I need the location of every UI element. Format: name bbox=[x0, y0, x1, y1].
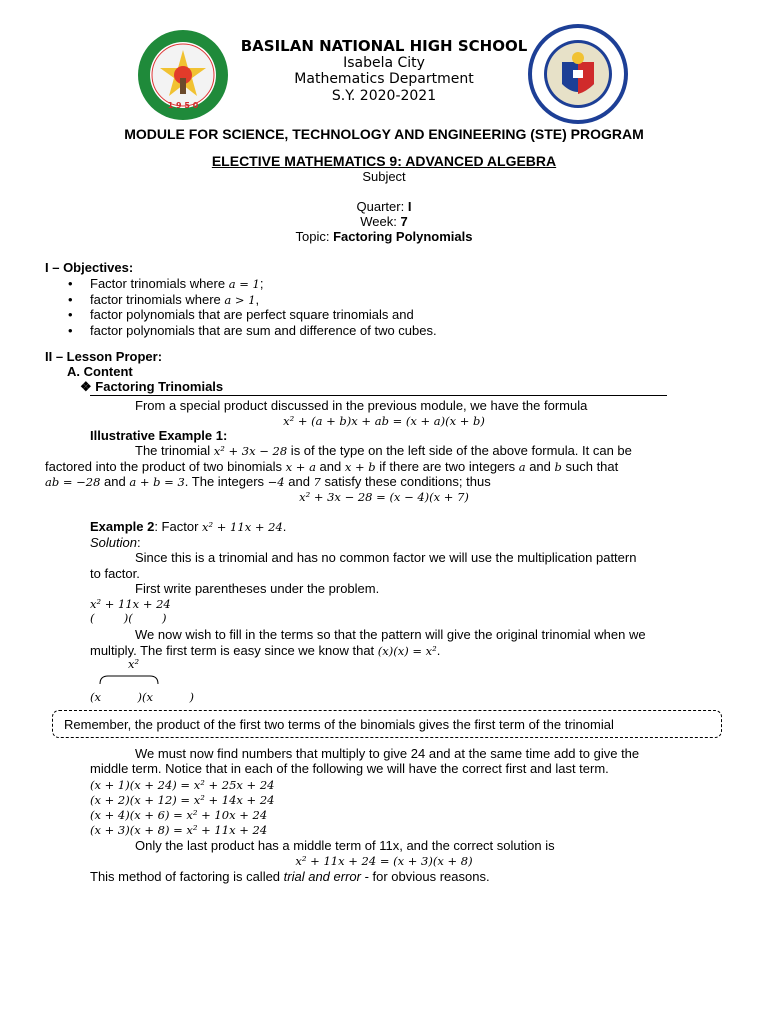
brace-label: x² bbox=[128, 657, 140, 671]
solution-line6: We must now find numbers that multiply to give 24 and at the same time add to give the bbox=[135, 746, 640, 761]
school-city: Isabela City bbox=[343, 55, 425, 71]
subject-label: Subject bbox=[362, 169, 406, 184]
brace-icon bbox=[98, 672, 160, 686]
lesson-heading: II – Lesson Proper: bbox=[45, 349, 163, 364]
example1-result: x² + 3x − 28 = (x − 4)(x + 7) bbox=[299, 490, 469, 504]
objective-item: • factor trinomials where a > 1, bbox=[90, 292, 259, 308]
solution-line8: Only the last product has a middle term of 11x, and the correct solution is bbox=[135, 838, 555, 853]
reminder-text: Remember, the product of the first two terms of the binomials gives the first term of the trinomial bbox=[64, 717, 614, 732]
subject-title: ELECTIVE MATHEMATICS 9: ADVANCED ALGEBRA bbox=[211, 153, 557, 169]
solution-line2: to factor. bbox=[90, 566, 140, 581]
example1-line2: factored into the product of two binomials x + a and x + b if there are two integers a and b such that bbox=[45, 459, 619, 474]
formula: x² + (a + b)x + ab = (x + a)(x + b) bbox=[283, 414, 485, 428]
trial-row: (x + 1)(x + 24) = x² + 25x + 24 bbox=[90, 778, 275, 792]
module-title: MODULE FOR SCIENCE, TECHNOLOGY AND ENGINEERING (STE) PROGRAM bbox=[124, 126, 644, 142]
school-year: S.Y. 2020-2021 bbox=[331, 88, 437, 104]
objective-item: • factor polynomials that are perfect square trinomials and bbox=[90, 307, 414, 322]
solution-line5: multiply. The first term is easy since we know that (x)(x) = x². bbox=[90, 643, 441, 658]
solution-line1: Since this is a trinomial and has no common factor we will use the multiplication pattern bbox=[135, 550, 637, 565]
trial-row: (x + 2)(x + 12) = x² + 14x + 24 bbox=[90, 793, 275, 807]
solution-line3: First write parentheses under the problem. bbox=[135, 581, 380, 596]
week-line: Week: 7 bbox=[360, 214, 408, 229]
empty-parentheses: ( )( ) bbox=[90, 611, 167, 625]
partial-parentheses: (x )(x ) bbox=[90, 690, 195, 704]
trial-row: (x + 3)(x + 8) = x² + 11x + 24 bbox=[90, 823, 268, 837]
example1-line1: The trinomial x² + 3x − 28 is of the type on the left side of the above formula. It can be bbox=[135, 443, 632, 458]
problem-expression: x² + 11x + 24 bbox=[90, 597, 171, 611]
solution-line4: We now wish to fill in the terms so that the pattern will give the original trinomial when we bbox=[135, 627, 646, 642]
objectives-heading: I – Objectives: bbox=[45, 260, 134, 275]
svg-text:1 9 5 0: 1 9 5 0 bbox=[167, 101, 199, 110]
department-name: Mathematics Department bbox=[294, 71, 474, 87]
solution-line7: middle term. Notice that in each of the following we will have the correct first and last term. bbox=[90, 761, 609, 776]
example1-line3: ab = −28 and a + b = 3. The integers −4 and 7 satisfy these conditions; thus bbox=[45, 474, 491, 489]
section-title: ❖ Factoring Trinomials bbox=[80, 379, 224, 394]
intro-text: From a special product discussed in the previous module, we have the formula bbox=[135, 398, 588, 413]
final-solution: x² + 11x + 24 = (x + 3)(x + 8) bbox=[295, 854, 473, 868]
solution-line9: This method of factoring is called trial and error - for obvious reasons. bbox=[90, 869, 490, 884]
school-name: BASILAN NATIONAL HIGH SCHOOL bbox=[240, 37, 528, 55]
example2-heading: Example 2: Factor x² + 11x + 24. bbox=[90, 519, 287, 534]
trial-row: (x + 4)(x + 6) = x² + 10x + 24 bbox=[90, 808, 268, 822]
objective-item: • Factor trinomials where a = 1; bbox=[90, 276, 263, 292]
content-label: A. Content bbox=[67, 364, 133, 379]
topic-line: Topic: Factoring Polynomials bbox=[295, 229, 473, 244]
section-divider bbox=[90, 395, 667, 396]
quarter-line: Quarter: I bbox=[356, 199, 412, 214]
example1-heading: Illustrative Example 1: bbox=[90, 428, 228, 443]
objective-item: • factor polynomials that are sum and difference of two cubes. bbox=[90, 323, 437, 338]
solution-label: Solution: bbox=[90, 535, 141, 550]
